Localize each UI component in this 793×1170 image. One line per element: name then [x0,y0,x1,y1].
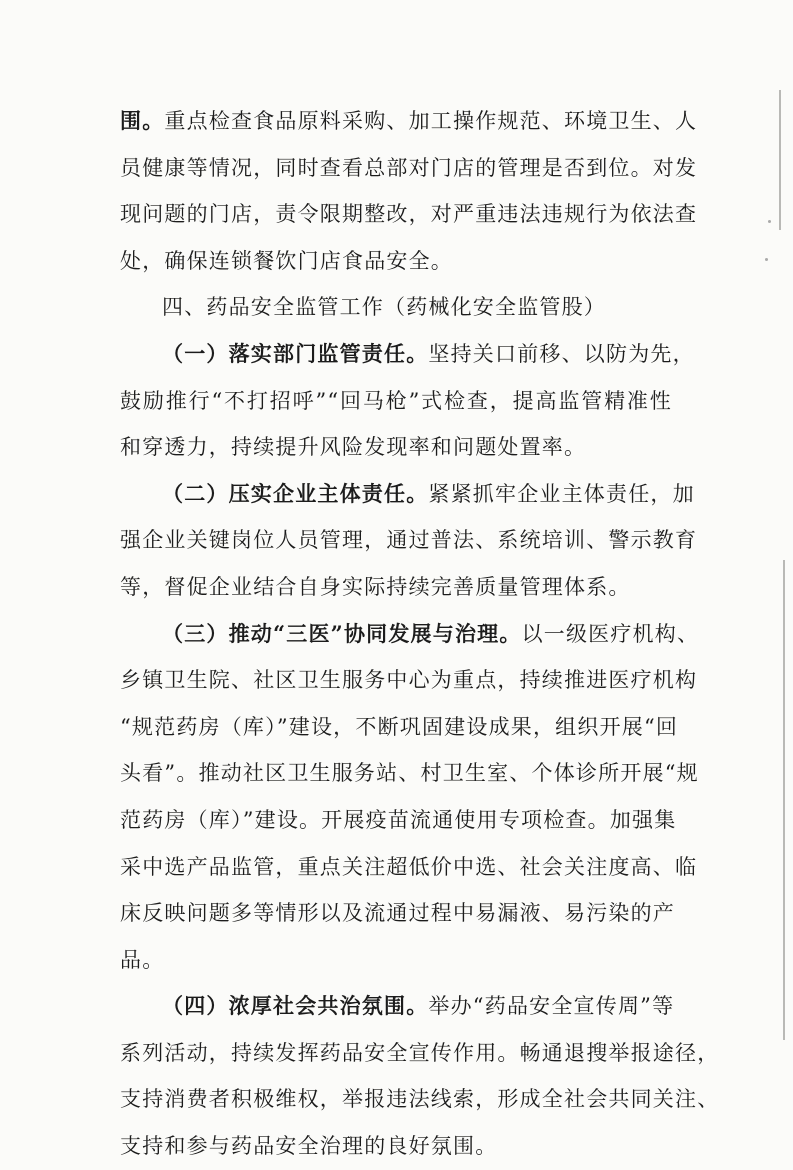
body-text: 现问题的门店，责令限期整改，对严重违法违规行为依法查 [120,202,698,227]
scan-dot [765,258,768,261]
body-text: 和穿透力，持续提升风险发现率和问题处置率。 [120,435,587,460]
text-line [120,564,672,611]
text-line [120,1123,672,1170]
body-text: 支持和参与药品安全治理的良好氛围。 [120,1134,498,1159]
bold-heading-text: （三）推动“三医”协同发展与治理。 [162,620,522,646]
body-text: 紧紧抓牢企业主体责任，加 [428,481,695,506]
body-text: 以一级医疗机构、 [521,621,700,646]
scan-edge-mark [779,90,781,230]
text-line [120,750,699,797]
body-text: 重点检查食品原料采购、加工操作规范、环境卫生、人 [164,109,698,133]
bold-heading-text: （一）落实部门监管责任。 [162,340,429,366]
text-line [120,797,677,844]
body-text: 采中选产品监管，重点关注超低价中选、社会关注度高、临 [120,854,698,879]
body-text: 头看”。推动社区卫生服务站、村卫生室、个体诊所开展“规 [120,761,699,786]
text-line [120,611,700,658]
text-line [120,145,698,192]
body-text: 范药房（库）”建设。开展疫苗流通使用专项检查。加强集 [120,807,677,832]
body-text: 员健康等情况，同时查看总部对门店的管理是否到位。对发 [120,155,698,180]
body-text: 系列活动，持续发挥药品安全宣传作用。畅通退搜举报途径， [120,1040,720,1065]
document-page [120,98,720,1170]
text-line [120,844,698,891]
body-text: 等，督促企业结合自身实际持续完善质量管理体系。 [120,574,631,599]
text-line [120,1076,720,1123]
body-text: 处，确保连锁餐饮门店食品安全。 [120,248,453,273]
bold-heading-text: （二）压实企业主体责任。 [162,480,429,506]
body-text: 床反映问题多等情形以及流通过程中易漏液、易污染的产 [120,901,675,926]
bold-heading-text: 围。 [120,108,165,133]
body-text: 支持消费者积极维权，举报违法线索，形成全社会共同关注、 [120,1087,720,1112]
body-text: 鼓励推行“不打招呼”“回马枪”式检查，提高监管精准性 [120,388,672,413]
text-line [120,704,679,751]
body-text: 强企业关键岗位人员管理，通过普法、系统培训、警示教育 [120,528,698,553]
text-line [120,890,675,937]
body-text: “规范药房（库）”建设，不断巩固建设成果，组织开展“回 [120,714,679,739]
text-line [120,1030,720,1077]
text-line [120,238,672,285]
body-text: 乡镇卫生院、社区卫生服务中心为重点，持续推进医疗机构 [120,668,698,693]
text-line [120,98,698,145]
body-text: 四、药品安全监管工作（药械化安全监管股） [162,295,606,320]
scan-dot [768,220,771,223]
body-text: 品。 [120,947,165,972]
body-text: 坚持关口前移、以防为先， [428,341,695,366]
text-line [120,378,672,425]
text-line [120,657,698,704]
scan-edge-mark [783,560,785,1040]
text-line [120,983,675,1030]
text-line [120,471,695,518]
body-text: 举办“药品安全宣传周”等 [428,994,675,1019]
text-line [120,517,698,564]
text-line [120,937,672,984]
text-line [120,284,672,331]
text-line [120,191,698,238]
bold-heading-text: （四）浓厚社会共治氛围。 [162,993,429,1019]
text-line [120,424,672,471]
text-line [120,331,695,378]
